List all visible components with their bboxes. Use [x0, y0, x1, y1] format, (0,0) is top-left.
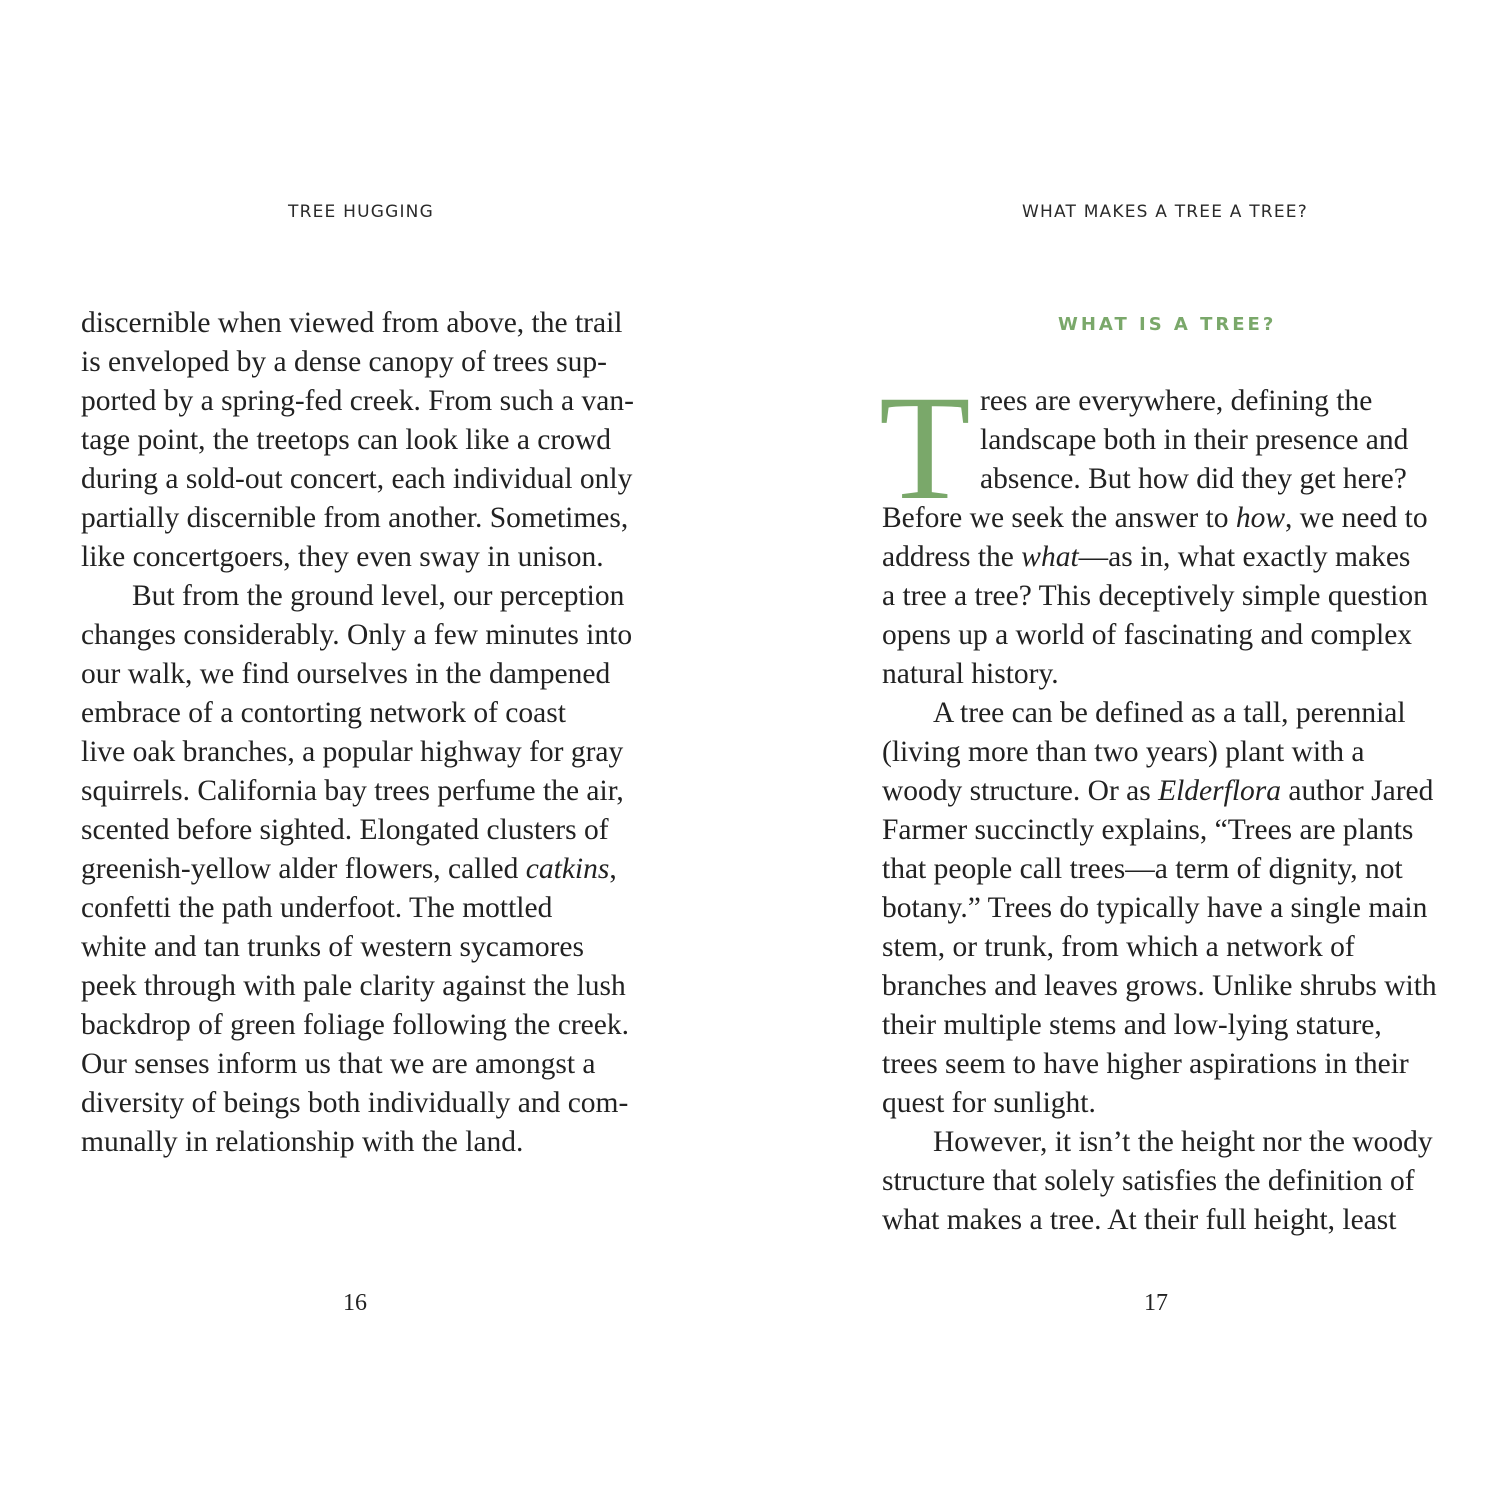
drop-cap: T	[879, 365, 971, 531]
text-segment: However, it isn’t the height nor the woody	[933, 1126, 1433, 1158]
text-line	[81, 655, 681, 694]
text-line	[81, 499, 681, 538]
text-line	[882, 1201, 1482, 1240]
text-line	[882, 850, 1482, 889]
text-line	[81, 811, 681, 850]
text-segment: their multiple stems and low-lying stature,	[882, 1009, 1382, 1041]
text-line	[81, 1084, 681, 1123]
text-segment: trees seem to have higher aspirations in their	[882, 1048, 1409, 1080]
text-line	[882, 577, 1482, 616]
text-line	[81, 733, 681, 772]
text-line	[882, 655, 1482, 694]
text-segment: embrace of a contorting network of coast	[81, 697, 566, 729]
text-segment: ,	[609, 853, 617, 885]
text-segment: Our senses inform us that we are amongst a	[81, 1048, 596, 1080]
text-segment: a tree a tree? This deceptively simple question	[882, 580, 1428, 612]
text-line	[882, 889, 1482, 928]
text-line	[882, 1045, 1482, 1084]
text-segment: what makes a tree. At their full height, least	[882, 1204, 1397, 1236]
text-segment: rees are everywhere, defining the	[980, 385, 1373, 417]
text-line	[81, 1045, 681, 1084]
text-segment: botany.” Trees do typically have a single main	[882, 892, 1428, 924]
text-segment: partially discernible from another. Sometimes,	[81, 502, 629, 534]
text-line	[81, 343, 681, 382]
text-segment: scented before sighted. Elongated clusters of	[81, 814, 609, 846]
italic-text: what	[1021, 541, 1079, 573]
body-text	[81, 304, 681, 1162]
text-line	[81, 421, 681, 460]
text-line	[882, 538, 1482, 577]
text-segment: absence. But how did they get here?	[980, 463, 1407, 495]
text-segment: tage point, the treetops can look like a crowd	[81, 424, 612, 456]
left-page	[0, 0, 755, 1511]
text-line	[882, 421, 1482, 460]
text-segment: is enveloped by a dense canopy of trees sup-	[81, 346, 607, 378]
page-number: 16	[343, 1290, 367, 1316]
text-segment: changes considerably. Only a few minutes into	[81, 619, 633, 651]
text-segment: that people call trees—a term of dignity, not	[882, 853, 1403, 885]
running-head: TREE HUGGING	[288, 202, 434, 222]
text-segment: greenish-yellow alder flowers, called	[81, 853, 526, 885]
text-line	[882, 1162, 1482, 1201]
italic-text: how	[1235, 502, 1286, 534]
text-line	[882, 1084, 1482, 1123]
text-segment: A tree can be defined as a tall, perennial	[933, 697, 1406, 729]
text-segment: address the	[882, 541, 1022, 573]
text-segment: natural history.	[882, 658, 1059, 690]
text-segment: during a sold-out concert, each individual only	[81, 463, 633, 495]
text-segment: our walk, we find ourselves in the dampened	[81, 658, 611, 690]
text-segment: landscape both in their presence and	[980, 424, 1409, 456]
text-segment: diversity of beings both individually and com-	[81, 1087, 629, 1119]
text-line	[81, 577, 681, 616]
text-segment: live oak branches, a popular highway for gray	[81, 736, 624, 768]
text-segment: squirrels. California bay trees perfume the air,	[81, 775, 624, 807]
text-segment: Farmer succinctly explains, “Trees are plants	[882, 814, 1414, 846]
text-segment: backdrop of green foliage following the creek.	[81, 1009, 629, 1041]
text-line	[81, 382, 681, 421]
text-segment: munally in relationship with the land.	[81, 1126, 524, 1158]
text-line	[882, 694, 1482, 733]
text-segment: peek through with pale clarity against the lush	[81, 970, 626, 1002]
body-text	[882, 382, 1482, 1240]
text-line	[882, 499, 1482, 538]
text-segment: discernible when viewed from above, the trail	[81, 307, 623, 339]
text-segment: structure that solely satisfies the definition of	[882, 1165, 1415, 1197]
text-line	[81, 928, 681, 967]
text-line	[882, 1123, 1482, 1162]
text-line	[81, 304, 681, 343]
text-line	[81, 1123, 681, 1162]
text-line	[81, 772, 681, 811]
text-line	[81, 460, 681, 499]
text-line	[81, 538, 681, 577]
text-segment: confetti the path underfoot. The mottled	[81, 892, 553, 924]
text-line	[882, 382, 1482, 421]
text-segment: ported by a spring-fed creek. From such a van-	[81, 385, 634, 417]
text-segment: , we need to	[1285, 502, 1428, 534]
text-line	[81, 616, 681, 655]
text-segment: (living more than two years) plant with a	[882, 736, 1365, 768]
text-segment: opens up a world of fascinating and complex	[882, 619, 1413, 651]
text-segment: author Jared	[1281, 775, 1434, 807]
text-segment: branches and leaves grows. Unlike shrubs with	[882, 970, 1437, 1002]
text-line	[81, 967, 681, 1006]
text-segment: But from the ground level, our perception	[132, 580, 625, 612]
text-segment: woody structure. Or as	[882, 775, 1159, 807]
running-head: WHAT MAKES A TREE A TREE?	[1022, 202, 1308, 222]
text-segment: Before we seek the answer to	[882, 502, 1236, 534]
text-line	[81, 889, 681, 928]
text-line	[882, 811, 1482, 850]
text-line	[882, 460, 1482, 499]
italic-text: Elderflora	[1158, 775, 1282, 807]
text-line	[882, 733, 1482, 772]
text-segment: like concertgoers, they even sway in unison.	[81, 541, 604, 573]
text-segment: —as in, what exactly makes	[1078, 541, 1411, 573]
section-heading: WHAT IS A TREE?	[1058, 314, 1277, 335]
text-line	[81, 850, 681, 889]
text-line	[81, 694, 681, 733]
text-segment: stem, or trunk, from which a network of	[882, 931, 1355, 963]
text-line	[882, 928, 1482, 967]
text-line	[882, 616, 1482, 655]
text-segment: quest for sunlight.	[882, 1087, 1096, 1119]
text-line	[882, 1006, 1482, 1045]
page-number: 17	[1144, 1290, 1168, 1316]
italic-text: catkins	[525, 853, 610, 885]
text-segment: white and tan trunks of western sycamores	[81, 931, 584, 963]
right-page	[755, 0, 1511, 1511]
text-line	[882, 772, 1482, 811]
text-line	[882, 967, 1482, 1006]
text-line	[81, 1006, 681, 1045]
